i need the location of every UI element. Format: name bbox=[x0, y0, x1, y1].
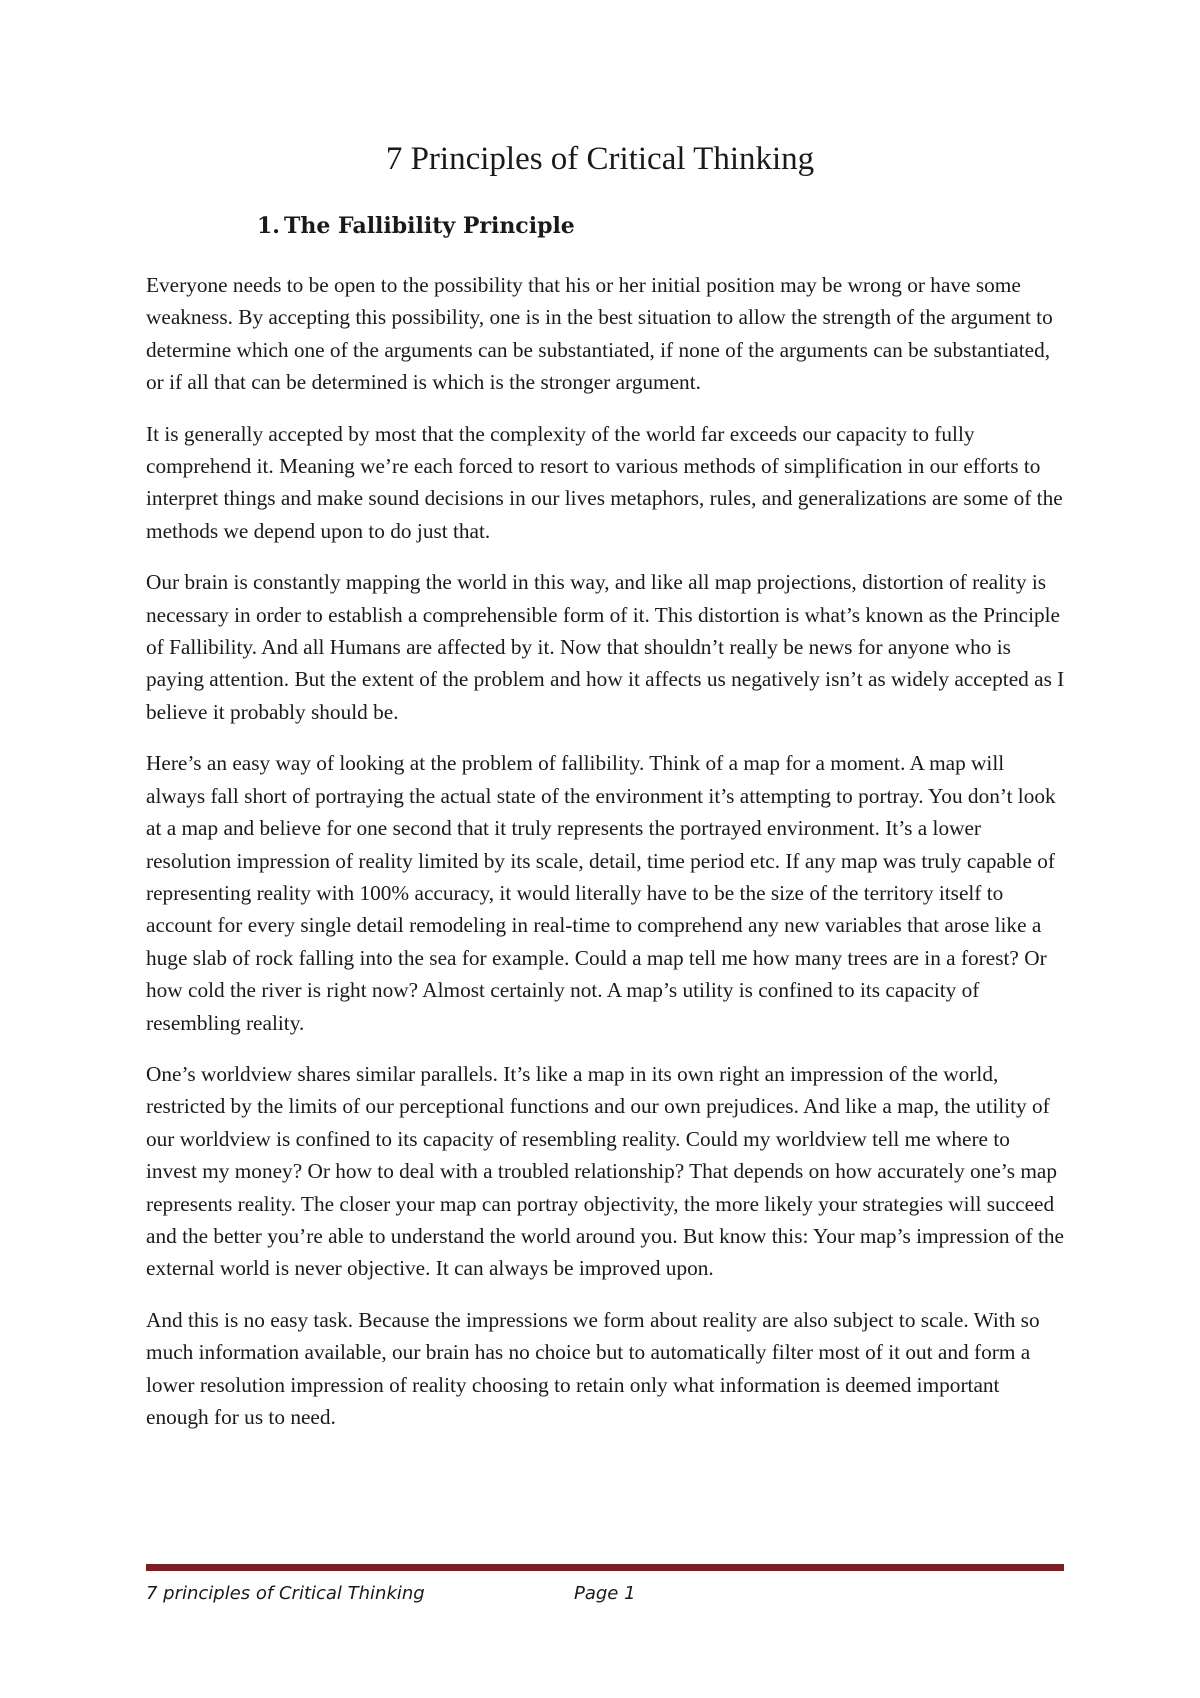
footer-rule bbox=[146, 1564, 1064, 1571]
footer-page-number: Page 1 bbox=[574, 1583, 636, 1604]
paragraph: It is generally accepted by most that the complexity of the world far exceeds our capacity to fully comprehend it. Meaning we’re each forced to resort to various methods of simplification in our efforts to interpret things and make sound decisions in our lives metaphors, rules, and generalizations are some of the methods we depend upon to do just that. bbox=[146, 421, 1063, 543]
section-heading-text: The Fallibility Principle bbox=[284, 213, 575, 239]
paragraph: And this is no easy task. Because the impressions we form about reality are also subject to scale. With so much information available, our brain has no choice but to automatically filter most of it out and form a lower resolution impression of reality choosing to retain only what information is deemed important enough for us to need. bbox=[146, 1307, 1040, 1429]
paragraph: Here’s an easy way of looking at the problem of fallibility. Think of a map for a moment. A map will always fall short of portraying the actual state of the environment it’s attempting to portray. You don’t look at a map and believe for one second that it truly represents the portrayed environment. It’s a lower resolution impression of reality limited by its scale, detail, time period etc. If any map was truly capable of representing reality with 100% accuracy, it would literally have to be the size of the territory itself to account for every single detail remodeling in real-time to comprehend any new variables that arose like a huge slab of rock falling into the sea for example. Could a map tell me how many trees are in a forest? Or how cold the river is right now? Almost certainly not. A map’s utility is confined to its capacity of resembling reality. bbox=[146, 751, 1056, 1035]
section-heading bbox=[257, 213, 575, 239]
paragraph: Everyone needs to be open to the possibility that his or her initial position may be wrong or have some weakness. By accepting this possibility, one is in the best situation to allow the strength of the argument to determine which one of the arguments can be substantiated, if none of the arguments can be substantiated, or if all that can be determined is which is the stronger argument. bbox=[146, 273, 1053, 395]
section-number: 1. bbox=[257, 213, 280, 239]
footer-document-title: 7 principles of Critical Thinking bbox=[146, 1583, 425, 1604]
paragraph: One’s worldview shares similar parallels. It’s like a map in its own right an impression of the world, restricted by the limits of our perceptional functions and our own prejudices. And like a map, the utility of our worldview is confined to its capacity of resembling reality. Could my worldview tell me where to invest my money? Or how to deal with a troubled relationship? That depends on how accurately one’s map represents reality. The closer your map can portray objectivity, the more likely your strategies will succeed and the better you’re able to understand the world around you. But know this: Your map’s impression of the external world is never objective. It can always be improved upon. bbox=[146, 1061, 1064, 1281]
document-title: 7 Principles of Critical Thinking bbox=[385, 141, 815, 177]
body-text bbox=[146, 269, 1066, 1452]
paragraph: Our brain is constantly mapping the world in this way, and like all map projections, distortion of reality is necessary in order to establish a comprehensible form of it. This distortion is what’s known as the Principle of Fallibility. And all Humans are affected by it. Now that shouldn’t really be news for anyone who is paying attention. But the extent of the problem and how it affects us negatively isn’t as widely accepted as I believe it probably should be. bbox=[146, 570, 1065, 724]
